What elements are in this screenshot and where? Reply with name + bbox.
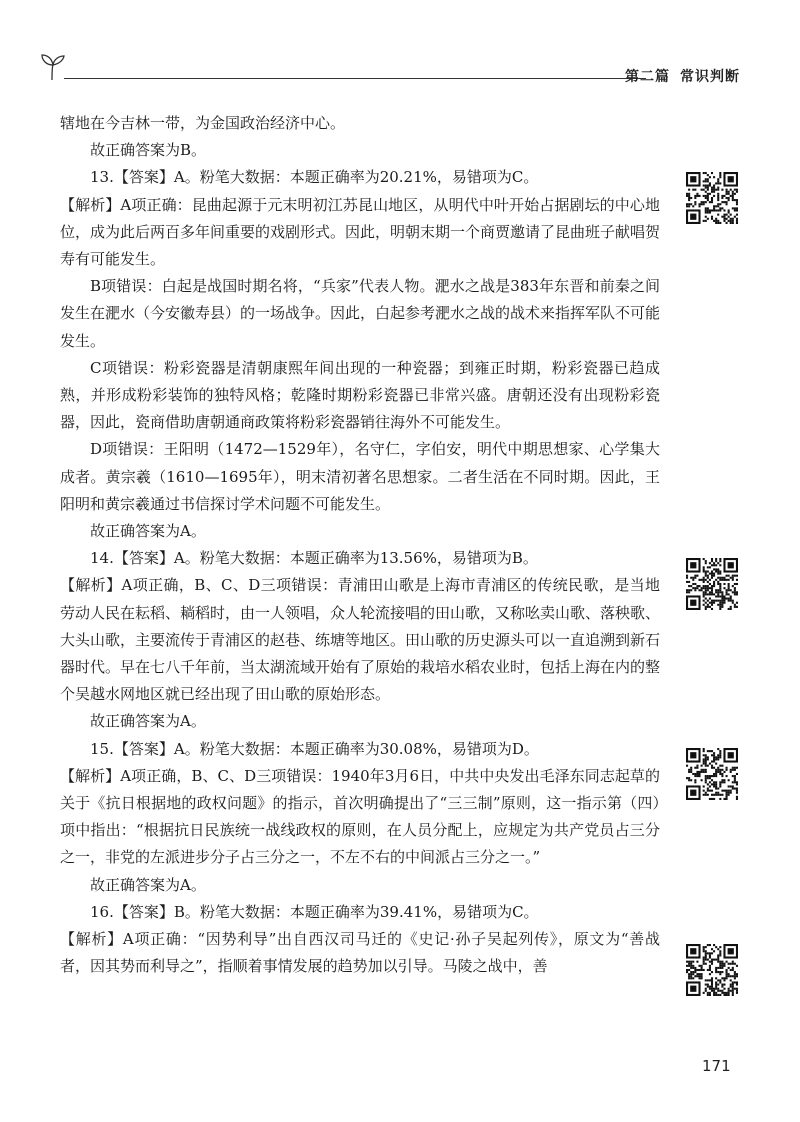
- answer-conclusion: 故正确答案为B。: [90, 141, 207, 160]
- q16-answer: 16.【答案】B。粉笔大数据：本题正确率为39.41%，易错项为C。: [90, 902, 539, 921]
- q14-answer: 14.【答案】A。粉笔大数据：本题正确率为13.56%，易错项为B。: [90, 549, 538, 568]
- qr-code-icon[interactable]: [686, 748, 738, 800]
- qr-code-icon[interactable]: [686, 944, 738, 996]
- header-title: [615, 66, 740, 86]
- answer-conclusion: 故正确答案为A。: [90, 522, 206, 541]
- q14-analysis: 【解析】A项正确，B、C、D三项错误：青浦田山歌是上海市青浦区的传统民歌，是当地劳动人民在耘稻、耥稻时，由一人领唱，众人轮流接唱的田山歌，又称吆卖山歌、落秧歌、大头山歌，主要流传于青浦区的赵巷、练塘等地区。田山歌的历史源头可以一直追溯到新石器时代。早在七八千年前，当太湖流域开始有了原始的栽培水稻农业时，包括上海在内的整个吴越水网地区就已经出现了田山歌的原始形态。: [60, 576, 661, 704]
- sprout-icon: [40, 52, 66, 82]
- page-number: 171: [702, 1057, 731, 1075]
- q13-answer: 13.【答案】A。粉笔大数据：本题正确率为20.21%，易错项为C。: [90, 168, 539, 187]
- qr-code-icon[interactable]: [686, 558, 738, 610]
- q13-analysis-c: C项错误：粉彩瓷器是清朝康熙年间出现的一种瓷器；到雍正时期，粉彩瓷器已趋成熟，并形成粉彩装饰的独特风格；乾隆时期粉彩瓷器已非常兴盛。唐朝还没有出现粉彩瓷器，因此，瓷商借助唐朝通商政策将粉彩瓷器销往海外不可能发生。: [60, 358, 660, 432]
- q13-analysis-b: B项错误：白起是战国时期名将，“兵家”代表人物。淝水之战是383年东晋和前秦之间发生在淝水（今安徽寿县）的一场战争。因此，白起参考淝水之战的战术来指挥军队不可能发生。: [60, 277, 661, 350]
- answer-conclusion: 故正确答案为A。: [90, 875, 206, 894]
- qr-code-icon[interactable]: [686, 172, 738, 224]
- q15-answer: 15.【答案】A。粉笔大数据：本题正确率为30.08%，易错项为D。: [90, 739, 539, 758]
- q15-analysis: 【解析】A项正确，B、C、D三项错误：1940年3月6日，中共中央发出毛泽东同志起草的关于《抗日根据地的政权问题》的指示，首次明确提出了“三三制”原则，这一指示第（四）项中指出：“根据抗日民族统一战线政权的原则，在人员分配上，应规定为共产党员占三分之一，非党的左派进步分子占三分之一，不左不右的中间派占三分之一。”: [60, 766, 660, 867]
- q13-analysis-a: 【解析】A项正确：昆曲起源于元末明初江苏昆山地区，从明代中叶开始占据剧坛的中心地位，成为此后两百多年间重要的戏剧形式。因此，明朝末期一个商贾邀请了昆曲班子献唱贺寿有可能发生。: [60, 195, 661, 269]
- paragraph: 辖地在今吉林一带，为金国政治经济中心。: [60, 114, 346, 132]
- header-chapter: 常识判断: [680, 69, 740, 85]
- answer-conclusion: 故正确答案为A。: [90, 712, 206, 731]
- q13-analysis-d: D项错误：王阳明（1472—1529年），名守仁，字伯安，明代中期思想家、心学集大成者。黄宗羲（1610—1695年），明末清初著名思想家。二者生活在不同时期。因此，王阳明和黄宗羲通过书信探讨学术问题不可能发生。: [60, 440, 660, 513]
- page-header: [40, 50, 740, 90]
- header-rule: [64, 78, 646, 79]
- answer-explanations: [60, 110, 660, 981]
- header-section: 第二篇: [625, 69, 670, 85]
- q16-analysis: 【解析】A项正确：“因势利导”出自西汉司马迁的《史记·孙子吴起列传》，原文为“善战者，因其势而利导之”，指顺着事情发展的趋势加以引导。马陵之战中，善: [60, 930, 660, 976]
